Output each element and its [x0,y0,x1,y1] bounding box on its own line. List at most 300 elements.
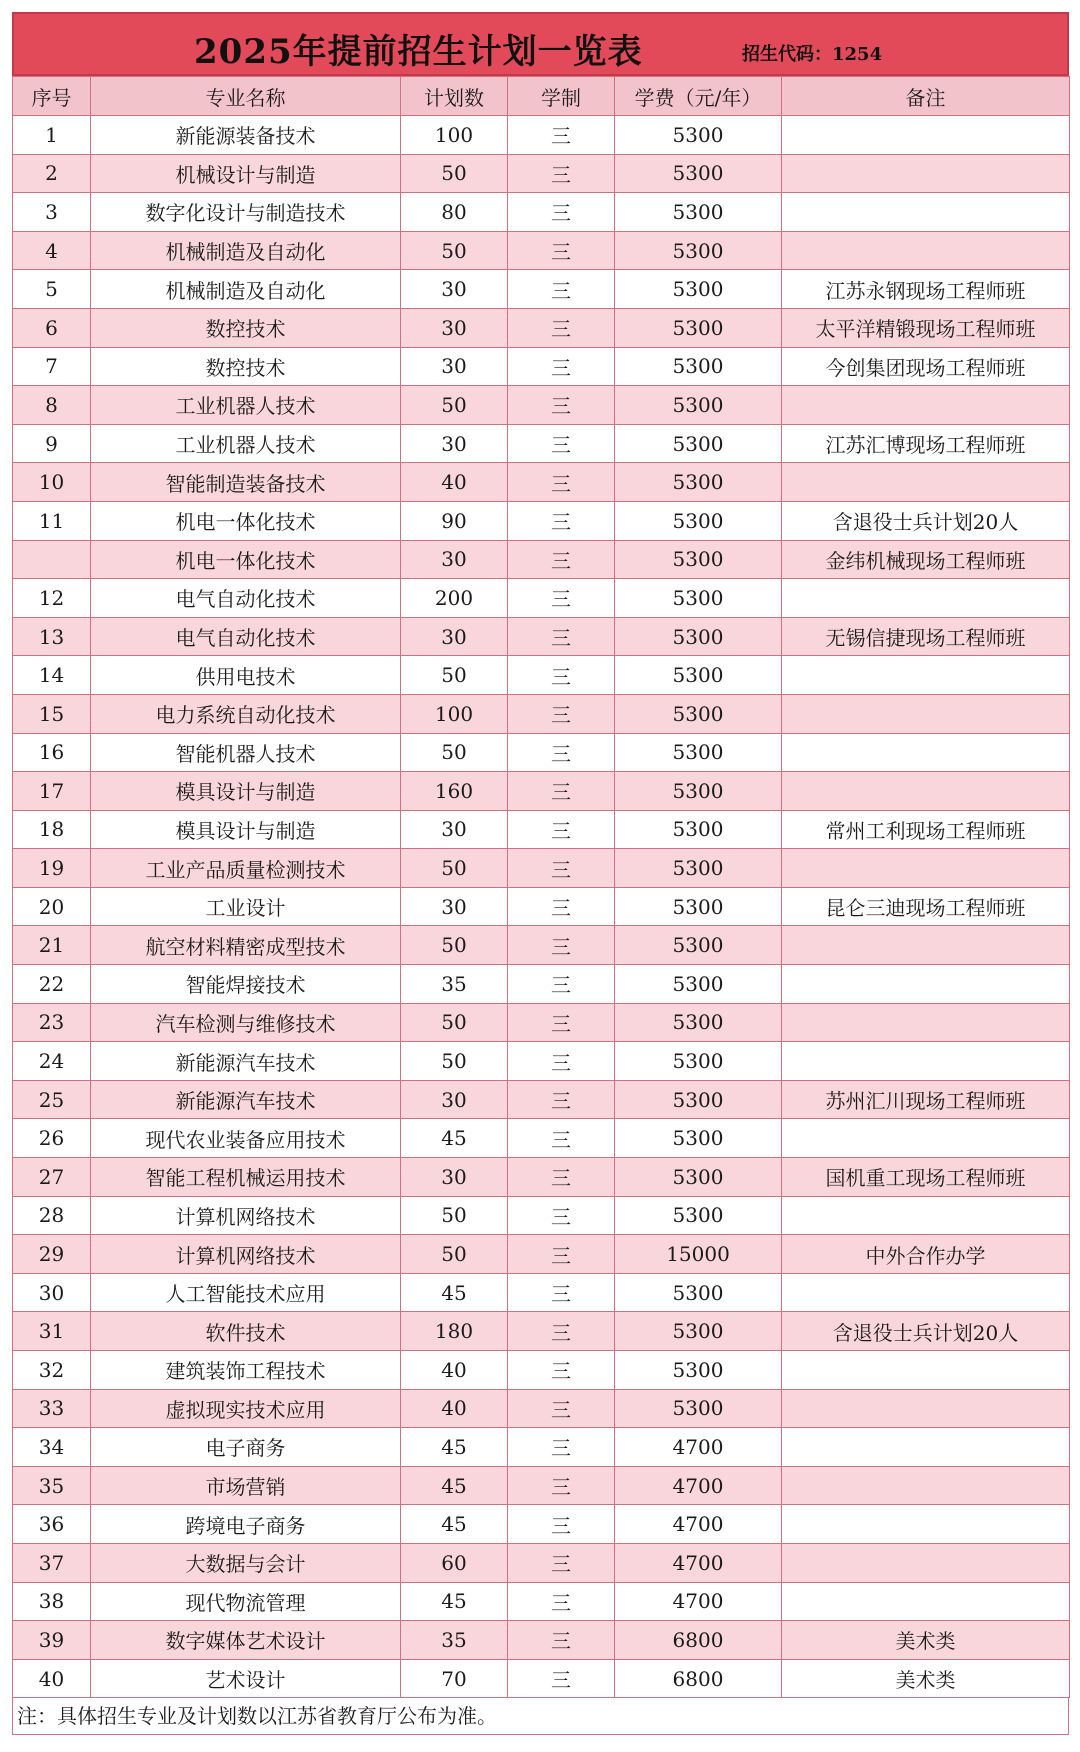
row-index: 32 [13,1351,91,1390]
row-index: 24 [13,1042,91,1081]
major-name: 数字化设计与制造技术 [91,193,401,232]
enrollment-plan-sheet [12,12,1069,1735]
row-index: 6 [13,308,91,347]
row-index [13,540,91,579]
plan-count: 70 [401,1659,508,1698]
plan-count: 50 [401,926,508,965]
row-index: 16 [13,733,91,772]
table-row [13,926,1070,965]
remark: 苏州汇川现场工程师班 [782,1080,1070,1119]
table-row [13,501,1070,540]
row-index: 40 [13,1659,91,1698]
duration: 三 [508,1659,615,1698]
plan-count: 45 [401,1582,508,1621]
major-name: 软件技术 [91,1312,401,1351]
remark: 含退役士兵计划20人 [782,1312,1070,1351]
row-index: 12 [13,579,91,618]
duration: 三 [508,270,615,309]
major-name: 计算机网络技术 [91,1196,401,1235]
table-row [13,1621,1070,1660]
table-row [13,231,1070,270]
table-row [13,1003,1070,1042]
tuition: 5300 [615,308,782,347]
remark [782,1196,1070,1235]
major-name: 数字媒体艺术设计 [91,1621,401,1660]
tuition: 5300 [615,540,782,579]
plan-count: 100 [401,116,508,155]
tuition: 5300 [615,579,782,618]
row-index: 29 [13,1235,91,1274]
tuition: 5300 [615,154,782,193]
row-index: 15 [13,694,91,733]
tuition: 5300 [615,231,782,270]
plan-count: 50 [401,656,508,695]
remark: 无锡信捷现场工程师班 [782,617,1070,656]
major-name: 市场营销 [91,1466,401,1505]
tuition: 5300 [615,1196,782,1235]
row-index: 36 [13,1505,91,1544]
major-name: 跨境电子商务 [91,1505,401,1544]
row-index: 7 [13,347,91,386]
col-header-remark: 备注 [782,77,1070,116]
col-header-tuition: 学费（元/年） [615,77,782,116]
table-row [13,1312,1070,1351]
row-index: 17 [13,772,91,811]
table-row [13,1273,1070,1312]
tuition: 5300 [615,1312,782,1351]
remark: 江苏永钢现场工程师班 [782,270,1070,309]
plan-count: 45 [401,1428,508,1467]
plan-count: 50 [401,849,508,888]
tuition: 5300 [615,386,782,425]
plan-count: 45 [401,1505,508,1544]
major-name: 机械制造及自动化 [91,270,401,309]
plan-count: 35 [401,965,508,1004]
tuition: 5300 [615,694,782,733]
table-row [13,694,1070,733]
tuition: 5300 [615,424,782,463]
row-index: 26 [13,1119,91,1158]
remark: 中外合作办学 [782,1235,1070,1274]
plan-count: 40 [401,1389,508,1428]
major-name: 智能工程机械运用技术 [91,1158,401,1197]
major-name: 虚拟现实技术应用 [91,1389,401,1428]
duration: 三 [508,1235,615,1274]
plan-count: 60 [401,1543,508,1582]
table-row [13,617,1070,656]
major-name: 汽车检测与维修技术 [91,1003,401,1042]
plan-count: 50 [401,231,508,270]
row-index: 2 [13,154,91,193]
major-name: 工业产品质量检测技术 [91,849,401,888]
major-name: 电力系统自动化技术 [91,694,401,733]
table-row [13,1543,1070,1582]
plan-count: 50 [401,1196,508,1235]
remark: 美术类 [782,1621,1070,1660]
duration: 三 [508,887,615,926]
tuition: 5300 [615,501,782,540]
tuition: 5300 [615,965,782,1004]
remark [782,1119,1070,1158]
remark [782,1428,1070,1467]
tuition: 6800 [615,1659,782,1698]
major-name: 新能源汽车技术 [91,1042,401,1081]
major-name: 新能源装备技术 [91,116,401,155]
row-index: 8 [13,386,91,425]
duration: 三 [508,1466,615,1505]
remark: 常州工利现场工程师班 [782,810,1070,849]
plan-count: 90 [401,501,508,540]
table-row [13,849,1070,888]
table-row [13,308,1070,347]
row-index: 19 [13,849,91,888]
col-header-plan: 计划数 [401,77,508,116]
duration: 三 [508,772,615,811]
plan-count: 50 [401,1042,508,1081]
tuition: 5300 [615,116,782,155]
tuition: 5300 [615,656,782,695]
tuition: 5300 [615,1389,782,1428]
major-name: 电气自动化技术 [91,617,401,656]
remark: 国机重工现场工程师班 [782,1158,1070,1197]
table-row [13,1389,1070,1428]
plan-table [12,76,1070,1698]
col-header-major: 专业名称 [91,77,401,116]
duration: 三 [508,463,615,502]
header-row [13,77,1070,116]
footer-note: 注：具体招生专业及计划数以江苏省教育厅公布为准。 [12,1698,1069,1735]
remark [782,1003,1070,1042]
table-row [13,1505,1070,1544]
major-name: 人工智能技术应用 [91,1273,401,1312]
tuition: 5300 [615,810,782,849]
duration: 三 [508,1312,615,1351]
duration: 三 [508,193,615,232]
row-index: 33 [13,1389,91,1428]
remark: 太平洋精锻现场工程师班 [782,308,1070,347]
title-bar [12,12,1069,76]
remark [782,694,1070,733]
table-row [13,656,1070,695]
row-index: 38 [13,1582,91,1621]
major-name: 工业设计 [91,887,401,926]
row-index: 3 [13,193,91,232]
plan-count: 35 [401,1621,508,1660]
remark [782,656,1070,695]
duration: 三 [508,1621,615,1660]
duration: 三 [508,1158,615,1197]
major-name: 模具设计与制造 [91,810,401,849]
major-name: 供用电技术 [91,656,401,695]
tuition: 5300 [615,347,782,386]
row-index: 35 [13,1466,91,1505]
remark [782,926,1070,965]
tuition: 5300 [615,849,782,888]
table-row [13,810,1070,849]
remark [782,231,1070,270]
row-index: 13 [13,617,91,656]
row-index: 11 [13,501,91,540]
row-index: 14 [13,656,91,695]
plan-count: 40 [401,463,508,502]
tuition: 4700 [615,1428,782,1467]
major-name: 新能源汽车技术 [91,1080,401,1119]
duration: 三 [508,386,615,425]
remark [782,116,1070,155]
tuition: 5300 [615,1119,782,1158]
row-index: 4 [13,231,91,270]
row-index: 39 [13,1621,91,1660]
row-index: 37 [13,1543,91,1582]
tuition: 5300 [615,772,782,811]
major-name: 艺术设计 [91,1659,401,1698]
plan-count: 30 [401,810,508,849]
tuition: 5300 [615,887,782,926]
tuition: 4700 [615,1466,782,1505]
plan-count: 180 [401,1312,508,1351]
major-name: 机电一体化技术 [91,501,401,540]
major-name: 现代农业装备应用技术 [91,1119,401,1158]
remark [782,849,1070,888]
plan-count: 30 [401,887,508,926]
major-name: 航空材料精密成型技术 [91,926,401,965]
duration: 三 [508,1351,615,1390]
remark: 含退役士兵计划20人 [782,501,1070,540]
table-row [13,154,1070,193]
remark [782,193,1070,232]
table-row [13,1235,1070,1274]
major-name: 建筑装饰工程技术 [91,1351,401,1390]
row-index: 23 [13,1003,91,1042]
duration: 三 [508,1196,615,1235]
tuition: 5300 [615,1351,782,1390]
duration: 三 [508,424,615,463]
major-name: 模具设计与制造 [91,772,401,811]
row-index: 1 [13,116,91,155]
duration: 三 [508,733,615,772]
remark [782,1582,1070,1621]
major-name: 数控技术 [91,308,401,347]
duration: 三 [508,656,615,695]
tuition: 15000 [615,1235,782,1274]
duration: 三 [508,1080,615,1119]
plan-count: 50 [401,1235,508,1274]
major-name: 机电一体化技术 [91,540,401,579]
table-row [13,1080,1070,1119]
remark [782,579,1070,618]
remark [782,733,1070,772]
duration: 三 [508,926,615,965]
duration: 三 [508,231,615,270]
tuition: 5300 [615,926,782,965]
remark [782,386,1070,425]
row-index: 34 [13,1428,91,1467]
duration: 三 [508,501,615,540]
plan-count: 45 [401,1273,508,1312]
row-index: 20 [13,887,91,926]
table-row [13,1119,1070,1158]
remark: 今创集团现场工程师班 [782,347,1070,386]
duration: 三 [508,965,615,1004]
plan-count: 200 [401,579,508,618]
duration: 三 [508,1003,615,1042]
remark [782,1273,1070,1312]
row-index: 28 [13,1196,91,1235]
duration: 三 [508,1428,615,1467]
duration: 三 [508,810,615,849]
major-name: 电气自动化技术 [91,579,401,618]
row-index: 21 [13,926,91,965]
table-row [13,1659,1070,1698]
plan-count: 80 [401,193,508,232]
page-title: 2025年提前招生计划一览表 [194,32,643,72]
table-row [13,1042,1070,1081]
tuition: 6800 [615,1621,782,1660]
remark: 昆仑三迪现场工程师班 [782,887,1070,926]
row-index: 22 [13,965,91,1004]
plan-count: 50 [401,154,508,193]
duration: 三 [508,1543,615,1582]
remark [782,1042,1070,1081]
table-row [13,1428,1070,1467]
row-index: 10 [13,463,91,502]
plan-count: 40 [401,1351,508,1390]
table-row [13,193,1070,232]
table-row [13,772,1070,811]
table-row [13,424,1070,463]
remark [782,1389,1070,1428]
plan-count: 50 [401,386,508,425]
major-name: 工业机器人技术 [91,424,401,463]
tuition: 5300 [615,1003,782,1042]
table-row [13,1351,1070,1390]
duration: 三 [508,617,615,656]
remark: 金纬机械现场工程师班 [782,540,1070,579]
remark [782,1466,1070,1505]
table-row [13,1196,1070,1235]
row-index: 9 [13,424,91,463]
plan-count: 30 [401,308,508,347]
table-row [13,270,1070,309]
table-row [13,733,1070,772]
duration: 三 [508,849,615,888]
row-index: 5 [13,270,91,309]
enrollment-code: 招生代码：1254 [742,44,883,65]
duration: 三 [508,1505,615,1544]
major-name: 机械设计与制造 [91,154,401,193]
tuition: 5300 [615,1042,782,1081]
duration: 三 [508,347,615,386]
row-index: 27 [13,1158,91,1197]
duration: 三 [508,1582,615,1621]
col-header-index: 序号 [13,77,91,116]
tuition: 4700 [615,1582,782,1621]
table-row [13,1582,1070,1621]
duration: 三 [508,1389,615,1428]
major-name: 现代物流管理 [91,1582,401,1621]
plan-count: 30 [401,347,508,386]
remark [782,463,1070,502]
plan-count: 50 [401,1003,508,1042]
tuition: 5300 [615,1273,782,1312]
table-row [13,1158,1070,1197]
major-name: 工业机器人技术 [91,386,401,425]
remark [782,772,1070,811]
duration: 三 [508,694,615,733]
row-index: 18 [13,810,91,849]
remark [782,1351,1070,1390]
remark: 江苏汇博现场工程师班 [782,424,1070,463]
remark [782,1543,1070,1582]
duration: 三 [508,154,615,193]
plan-count: 30 [401,617,508,656]
tuition: 4700 [615,1543,782,1582]
row-index: 30 [13,1273,91,1312]
plan-count: 45 [401,1466,508,1505]
duration: 三 [508,1042,615,1081]
plan-count: 160 [401,772,508,811]
major-name: 数控技术 [91,347,401,386]
major-name: 智能制造装备技术 [91,463,401,502]
major-name: 智能机器人技术 [91,733,401,772]
tuition: 4700 [615,1505,782,1544]
table-row [13,386,1070,425]
tuition: 5300 [615,270,782,309]
table-row [13,116,1070,155]
col-header-duration: 学制 [508,77,615,116]
row-index: 31 [13,1312,91,1351]
duration: 三 [508,540,615,579]
plan-count: 30 [401,424,508,463]
duration: 三 [508,116,615,155]
remark [782,965,1070,1004]
plan-count: 100 [401,694,508,733]
table-row [13,887,1070,926]
plan-count: 30 [401,540,508,579]
remark [782,154,1070,193]
plan-count: 30 [401,270,508,309]
major-name: 电子商务 [91,1428,401,1467]
table-row [13,540,1070,579]
table-row [13,579,1070,618]
table-row [13,965,1070,1004]
tuition: 5300 [615,1080,782,1119]
duration: 三 [508,1273,615,1312]
plan-count: 30 [401,1158,508,1197]
remark: 美术类 [782,1659,1070,1698]
duration: 三 [508,308,615,347]
tuition: 5300 [615,733,782,772]
table-row [13,463,1070,502]
row-index: 25 [13,1080,91,1119]
table-row [13,347,1070,386]
major-name: 大数据与会计 [91,1543,401,1582]
remark [782,1505,1070,1544]
tuition: 5300 [615,617,782,656]
major-name: 计算机网络技术 [91,1235,401,1274]
duration: 三 [508,1119,615,1158]
table-row [13,1466,1070,1505]
tuition: 5300 [615,463,782,502]
plan-count: 45 [401,1119,508,1158]
tuition: 5300 [615,1158,782,1197]
plan-count: 30 [401,1080,508,1119]
plan-count: 50 [401,733,508,772]
major-name: 机械制造及自动化 [91,231,401,270]
major-name: 智能焊接技术 [91,965,401,1004]
duration: 三 [508,579,615,618]
tuition: 5300 [615,193,782,232]
